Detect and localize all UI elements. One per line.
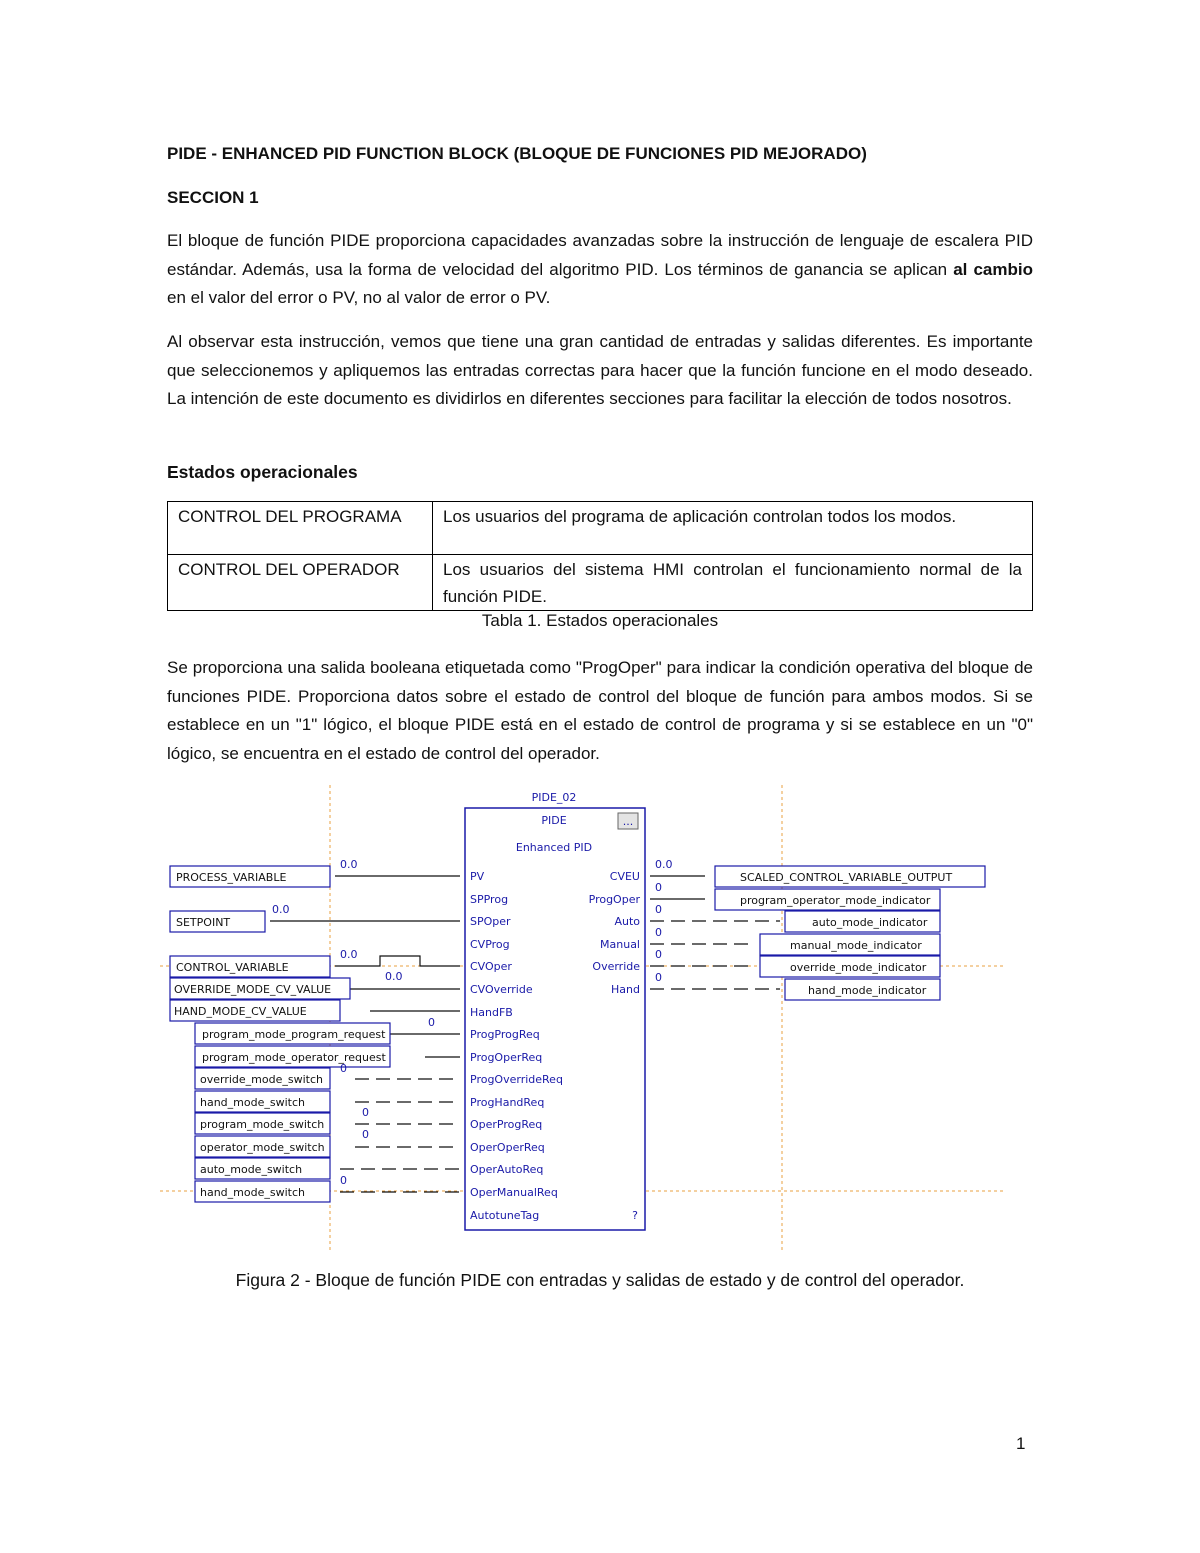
pin-progoverridereq: ProgOverrideReq: [470, 1073, 563, 1086]
output-tag-boxes: [715, 866, 985, 1000]
pide-block-diagram: [160, 780, 1020, 1255]
tag-hand-mode-cv: HAND_MODE_CV_VALUE: [174, 1005, 307, 1018]
value-program-switch: 0: [362, 1106, 369, 1119]
pin-progoperreq: ProgOperReq: [470, 1051, 543, 1064]
value-auto: 0: [655, 903, 662, 916]
pin-cvprog: CVProg: [470, 938, 510, 951]
paragraph-1-text-b: en el valor del error o PV, no al valor de error o PV.: [167, 288, 551, 307]
tag-prog-oper-indicator: program_operator_mode_indicator: [740, 894, 931, 907]
value-control-variable: 0.0: [340, 948, 358, 961]
page-number: 1: [1016, 1434, 1026, 1453]
pin-cvoverride: CVOverride: [470, 983, 533, 996]
block-description: Enhanced PID: [515, 841, 593, 854]
pin-cveu: CVEU: [609, 870, 640, 883]
pin-manual: Manual: [600, 938, 640, 951]
pin-operautoreq: OperAutoReq: [470, 1163, 544, 1176]
estados-heading: Estados operacionales: [167, 462, 358, 482]
tag-hand-indicator: hand_mode_indicator: [808, 984, 927, 997]
tag-operator-mode-switch: operator_mode_switch: [200, 1141, 325, 1154]
table-cell-state: CONTROL DEL OPERADOR: [168, 555, 433, 611]
block-config-button-label: ...: [622, 815, 634, 828]
tag-control-variable: CONTROL_VARIABLE: [176, 961, 289, 974]
tag-process-variable: PROCESS_VARIABLE: [176, 871, 287, 884]
tag-override-indicator: override_mode_indicator: [790, 961, 927, 974]
document-title: PIDE - ENHANCED PID FUNCTION BLOCK (BLOQUE DE FUNCIONES PID MEJORADO): [167, 144, 867, 163]
pin-pv: PV: [470, 870, 485, 883]
value-override: 0: [655, 948, 662, 961]
block-type: PIDE: [541, 814, 567, 827]
pin-auto: Auto: [614, 915, 640, 928]
figure-caption: Figura 2 - Bloque de función PIDE con entradas y salidas de estado y de control del operador.: [235, 1270, 965, 1290]
section-heading: SECCION 1: [167, 188, 259, 207]
tag-program-mode-operator-request: program_mode_operator_request: [202, 1051, 386, 1064]
paragraph-1-text-a: El bloque de función PIDE proporciona capacidades avanzadas sobre la instrucción de lenguaje de escalera PID estándar. Además, usa la forma de velocidad del algoritmo PID. Los términos de ganancia se aplican: [167, 231, 1033, 279]
table-row: [168, 502, 1033, 555]
pin-progoper: ProgOper: [588, 893, 640, 906]
paragraph-1-bold: al cambio: [953, 259, 1033, 279]
value-manual: 0: [655, 926, 662, 939]
pin-spoper: SPOper: [470, 915, 511, 928]
tag-program-mode-program-request: program_mode_program_request: [202, 1028, 386, 1041]
tag-auto-indicator: auto_mode_indicator: [812, 916, 928, 929]
pin-autotunetag: AutotuneTag: [470, 1209, 540, 1222]
table-cell-state: CONTROL DEL PROGRAMA: [168, 502, 433, 555]
tag-hand-mode-switch-2: hand_mode_switch: [200, 1186, 305, 1199]
value-setpoint: 0.0: [272, 903, 290, 916]
table-cell-description: Los usuarios del sistema HMI controlan el funcionamiento normal de la función PIDE.: [433, 555, 1033, 611]
value-auto-switch: 0: [340, 1174, 347, 1187]
pin-spprog: SPProg: [470, 893, 509, 906]
input-tag-labels: [174, 871, 386, 1199]
pin-operprogreq: OperProgReq: [470, 1118, 543, 1131]
pin-opermanualreq: OperManualReq: [470, 1186, 558, 1199]
tag-scaled-cv-output: SCALED_CONTROL_VARIABLE_OUTPUT: [740, 871, 953, 884]
value-override-cv: 0.0: [385, 970, 403, 983]
block-tag-name: PIDE_02: [531, 791, 577, 804]
tag-auto-mode-switch: auto_mode_switch: [200, 1163, 303, 1176]
pin-handfb: HandFB: [470, 1006, 513, 1019]
value-progoper: 0: [655, 881, 662, 894]
pin-override: Override: [592, 960, 640, 973]
pin-proghandreq: ProgHandReq: [470, 1096, 545, 1109]
paragraph-1: [167, 227, 1033, 313]
table-cell-description: Los usuarios del programa de aplicación controlan todos los modos.: [433, 502, 1033, 555]
tag-program-mode-switch: program_mode_switch: [200, 1118, 325, 1131]
value-process-variable: 0.0: [340, 858, 358, 871]
dashed-input-wires: [340, 1079, 460, 1192]
table-caption: Tabla 1. Estados operacionales: [481, 611, 719, 630]
tag-hand-mode-switch: hand_mode_switch: [200, 1096, 305, 1109]
pin-hand: Hand: [611, 983, 640, 996]
pin-cvoper: CVOper: [470, 960, 512, 973]
value-hand: 0: [655, 971, 662, 984]
table-row: [168, 555, 1033, 611]
tag-override-mode-cv: OVERRIDE_MODE_CV_VALUE: [174, 983, 332, 996]
pin-operoperreq: OperOperReq: [470, 1141, 545, 1154]
value-prog-prog-req: 0: [428, 1016, 435, 1029]
tag-manual-indicator: manual_mode_indicator: [790, 939, 922, 952]
value-cveu: 0.0: [655, 858, 673, 871]
value-override-switch: 0: [340, 1062, 347, 1075]
value-operator-switch: 0: [362, 1128, 369, 1141]
tag-override-mode-switch: override_mode_switch: [200, 1073, 323, 1086]
tag-setpoint: SETPOINT: [176, 916, 231, 929]
pin-progprogreq: ProgProgReq: [470, 1028, 540, 1041]
operational-states-table: [167, 501, 1033, 611]
paragraph-3: Se proporciona una salida booleana etiquetada como "ProgOper" para indicar la condición operativa del bloque de funciones PIDE. Proporciona datos sobre el estado de control del bloque de función para ambos modos. Si se establece en un "1" lógico, el bloque PIDE está en el estado de control de programa y si se establece en un "0" lógico, se encuentra en el estado de control del operador.: [167, 658, 1033, 763]
paragraph-2: Al observar esta instrucción, vemos que tiene una gran cantidad de entradas y salidas diferentes. Es importante que seleccionemos y apliquemos las entradas correctas para hacer que la función funcione en el modo deseado. La intención de este documento es dividirlos en diferentes secciones para facilitar la elección de todos nosotros.: [167, 332, 1033, 408]
autotune-value: ?: [632, 1209, 638, 1222]
